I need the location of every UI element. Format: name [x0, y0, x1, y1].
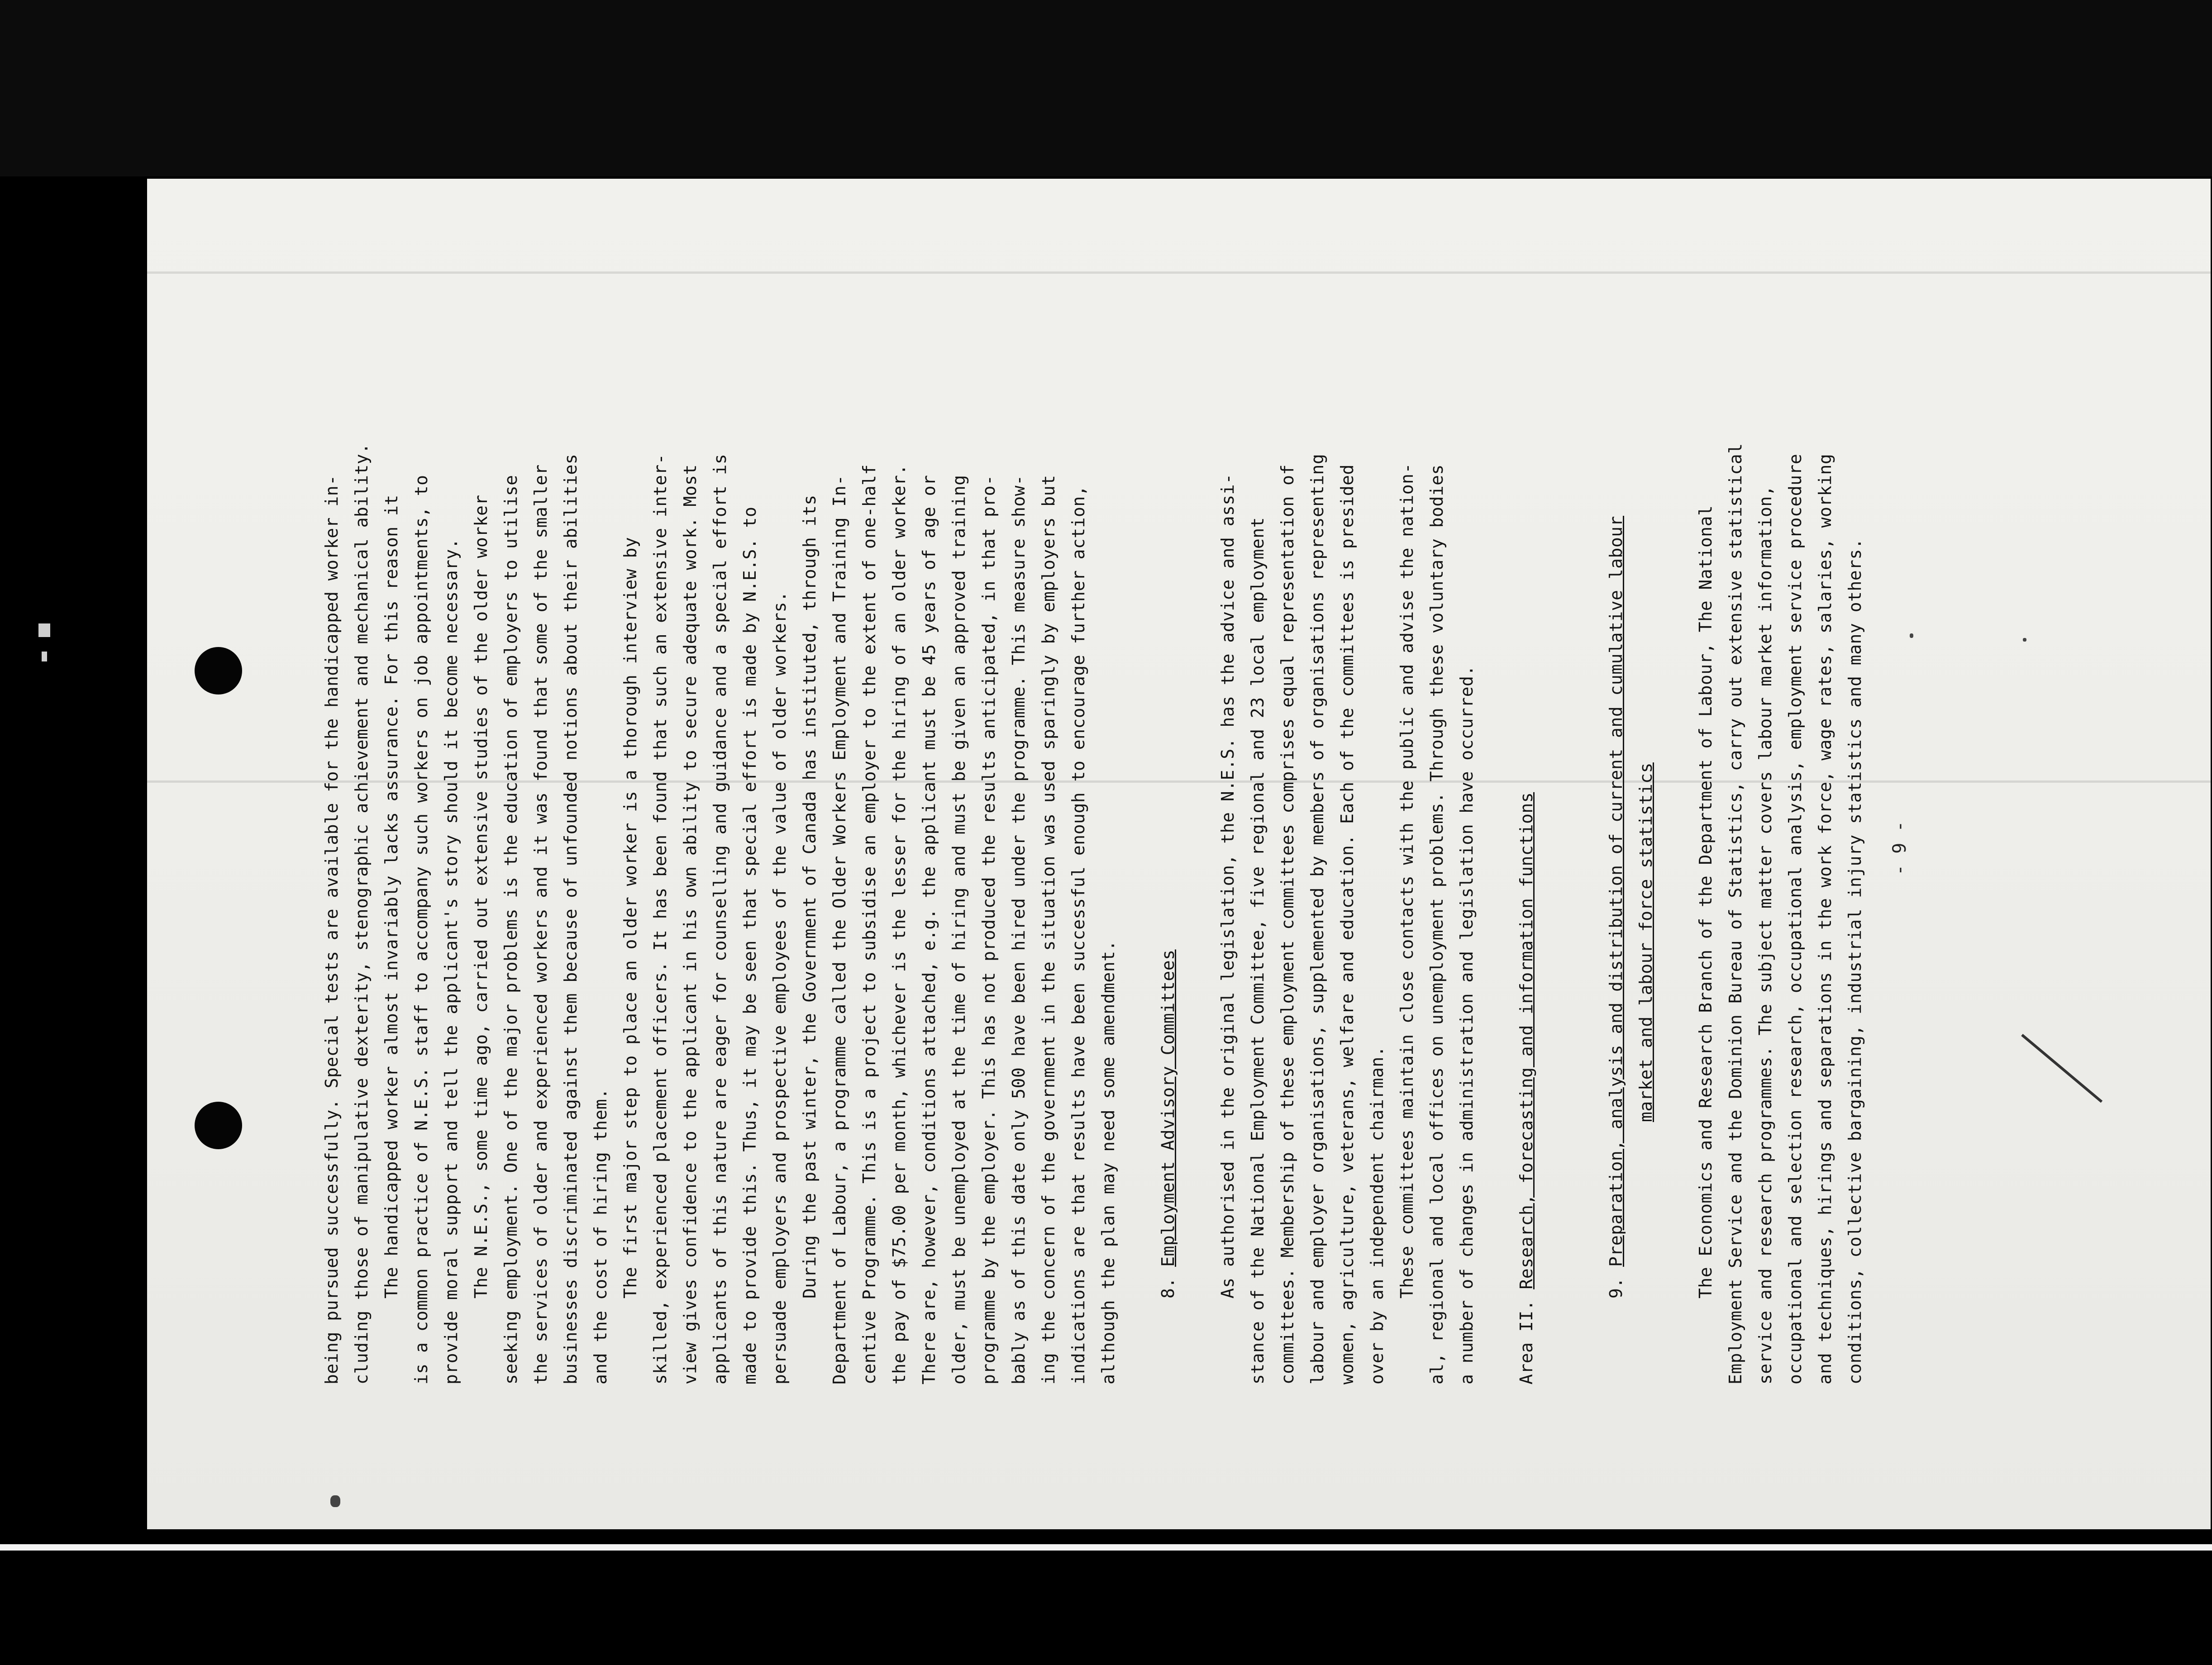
section-number: 9. — [1606, 1266, 1626, 1299]
text-line: As authorised in the original legislation, the N.E.S. has the advice and assi- — [1218, 473, 1238, 1299]
text-line: These committees maintain close contacts with the public and advise the nation- — [1397, 463, 1417, 1299]
text-line: although the plan may need some amendment. — [1098, 940, 1118, 1384]
text-line: businesses discriminated against them because of unfounded notions about their abilities — [561, 453, 581, 1384]
text-line: cluding those of manipulative dexterity, stenographic achievement and mechanical ability. — [352, 443, 372, 1384]
text-line: al, regional and local offices on unemployment problems. Through these voluntary bodies — [1427, 464, 1447, 1384]
text-line: The first major step to place an older worker is a thorough interview by — [620, 537, 640, 1299]
punch-hole — [195, 1102, 242, 1149]
film-border-top — [0, 0, 2212, 176]
text-line: The handicapped worker almost invariably lacks assurance. For this reason it — [381, 495, 401, 1299]
text-line: occupational and selection research, occupational analysis, employment service procedure — [1785, 453, 1805, 1384]
text-line: is a common practice of N.E.S. staff to accompany such workers on job appointments, to — [411, 475, 431, 1384]
page-number: - 9 - — [1889, 821, 1910, 875]
line-spacer — [1123, 244, 1153, 1384]
text-line: committees. Membership of these employment committees comprises equal representation of — [1278, 464, 1297, 1384]
text-line: service and research programmes. The subject matter covers labour market information, — [1755, 485, 1775, 1384]
text-line: women, agriculture, veterans, welfare and education. Each of the committees is presided — [1337, 464, 1357, 1384]
text-line: indications are that results have been successful enough to encourage further action, — [1068, 485, 1088, 1384]
text-line: over by an independent chairman. — [1367, 1046, 1387, 1384]
punch-hole — [195, 647, 242, 695]
line-spacer — [1541, 244, 1571, 1384]
section-heading: Preparation, analysis and distribution of current and cumulative labour — [1606, 516, 1626, 1267]
text-line: Employment Service and the Dominion Bureau of Statistics, carry out extensive statistical — [1726, 443, 1745, 1384]
ink-speck — [330, 1495, 340, 1507]
text-line: and techniques, hirings and separations in the work force, wage rates, salaries, working — [1815, 453, 1835, 1384]
text-line: view gives confidence to the applicant in his own ability to secure adequate work. Most — [680, 464, 700, 1384]
ink-speck — [2023, 638, 2026, 642]
text-line: stance of the National Employment Committee, five regional and 23 local employment — [1248, 517, 1268, 1384]
line-spacer — [1183, 244, 1213, 1384]
area-heading: Research, forecasting and information functions — [1516, 792, 1536, 1289]
text-line: and the cost of hiring them. — [591, 1088, 610, 1384]
text-line: applicants of this nature are eager for counselling and guidance and a special effort is — [710, 453, 730, 1384]
section-heading: market and labour force statistics — [1636, 762, 1656, 1122]
text-line: ing the concern of the government in the situation was used sparingly by employers but — [1039, 475, 1058, 1384]
text-line: seeking employment. One of the major problems is the education of employers to utilise — [501, 475, 521, 1384]
text-line: persuade employers and prospective employees of the value of older workers. — [770, 591, 790, 1384]
text-line — [1631, 244, 1661, 1384]
text-line: labour and employer organisations, supplemented by members of organisations representing — [1307, 453, 1327, 1384]
text-line: the services of older and experienced workers and it was found that some of the smaller — [531, 464, 551, 1384]
text-line: skilled, experienced placement officers. It has been found that such an extensive inter- — [650, 453, 670, 1384]
film-edge-line — [0, 1544, 2212, 1551]
text-line: being pursued successfully. Special tests are available for the handicapped worker in- — [322, 475, 342, 1384]
text-line: centive Programme. This is a project to subsidise an employer to the extent of one-half — [859, 464, 879, 1384]
text-line — [1153, 244, 1183, 1384]
film-border-bottom — [0, 1536, 2212, 1559]
text-line: conditions, collective bargaining, industrial injury statistics and many others. — [1845, 538, 1865, 1384]
line-spacer — [1661, 244, 1691, 1384]
section-number: 8. — [1158, 1266, 1178, 1299]
document-body — [317, 244, 1865, 1384]
text-line: During the past winter, the Government of Canada has instituted, through its — [800, 495, 820, 1299]
text-line: older, must be unemployed at the time of hiring and must be given an approved training — [949, 475, 969, 1384]
line-spacer — [1571, 244, 1601, 1384]
section-heading: Employment Advisory Committees — [1158, 949, 1178, 1267]
film-notch — [38, 623, 50, 637]
text-line: The N.E.S., some time ago, carried out extensive studies of the older worker — [471, 495, 491, 1299]
text-line: provide moral support and tell the applicant's story should it become necessary. — [441, 538, 461, 1384]
text-line: the pay of $75.00 per month, whichever is the lesser for the hiring of an older worker. — [889, 464, 909, 1384]
text-line: a number of changes in administration and legislation have occurred. — [1457, 665, 1477, 1384]
ink-speck — [1910, 633, 1913, 638]
text-line — [1601, 244, 1631, 1384]
film-notch — [42, 652, 47, 661]
text-line: There are, however, conditions attached, e.g. the applicant must be 45 years of age or — [919, 475, 939, 1384]
area-label: Area II. — [1516, 1289, 1536, 1384]
text-line: programme by the employer. This has not produced the results anticipated, in that pro- — [979, 475, 999, 1384]
text-line: bably as of this date only 500 have been hired under the programme. This measure show- — [1009, 475, 1029, 1384]
line-spacer — [1482, 244, 1511, 1384]
text-line: made to provide this. Thus, it may be seen that special effort is made by N.E.S. to — [740, 506, 760, 1384]
text-line: Department of Labour, a programme called the Older Workers Employment and Training In- — [830, 475, 849, 1384]
text-line — [1511, 244, 1541, 1384]
text-line: The Economics and Research Branch of the Department of Labour, The National — [1696, 505, 1716, 1299]
